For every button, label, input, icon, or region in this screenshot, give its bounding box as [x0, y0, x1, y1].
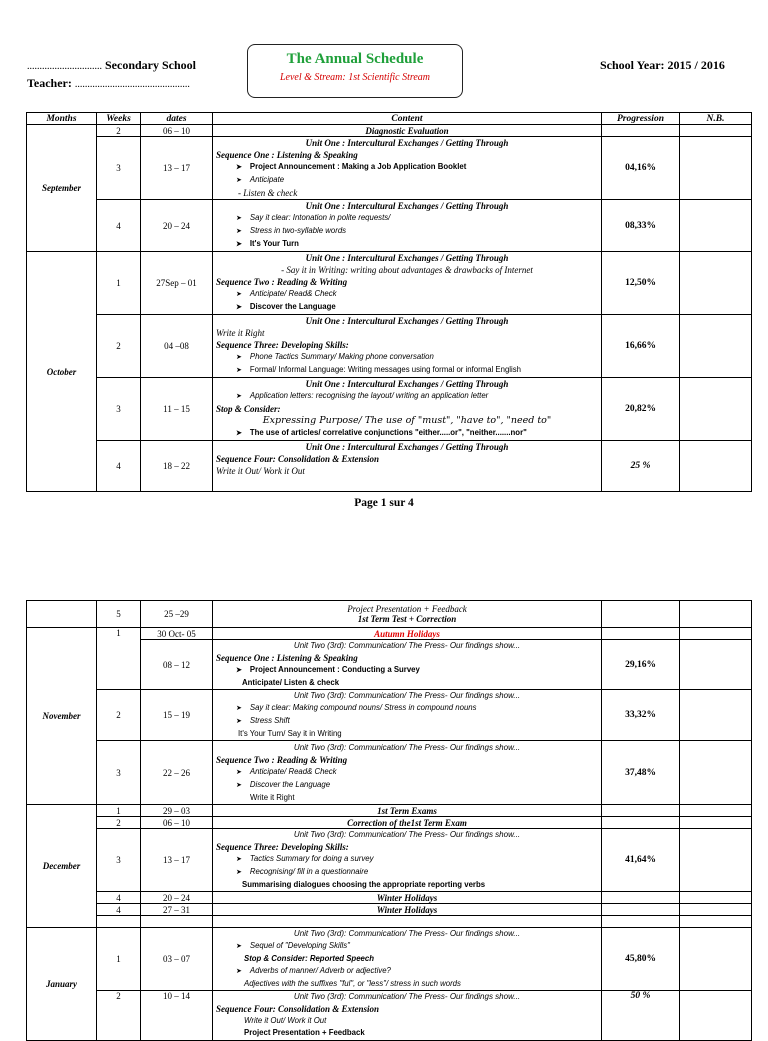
- content-line: 1st Term Test + Correction: [357, 614, 457, 624]
- dates-cell: 03 – 07: [141, 928, 213, 991]
- bullet-item: ➤ Stress in two-syllable words: [216, 225, 598, 238]
- unit-title: Unit Two (3rd): Communication/ The Press- Our findings show...: [293, 742, 521, 752]
- table-row: [27, 892, 752, 904]
- content-line: Project Presentation + Feedback: [244, 1028, 365, 1037]
- sub-item: - Listen & check: [238, 188, 298, 198]
- col-dates: dates: [141, 113, 213, 125]
- col-nb: N.B.: [680, 113, 752, 125]
- level-stream: Level & Stream: 1st Scientific Stream: [279, 72, 431, 83]
- week-cell: 3: [97, 137, 141, 200]
- content-cell: [213, 640, 602, 690]
- sequence-title: Sequence One : Listening & Speaking: [216, 150, 358, 160]
- week-cell: 2: [97, 817, 141, 829]
- header-left: [27, 57, 196, 93]
- content-line: Expressing Purpose/ The use of "must", "have to", "need to": [262, 415, 552, 426]
- content-cell: [213, 741, 602, 805]
- content-cell: Winter Holidays: [213, 904, 602, 916]
- progression-cell: 37,48%: [602, 741, 680, 805]
- table-header-row: [27, 113, 752, 125]
- dates-cell: 25 –29: [141, 601, 213, 628]
- bullet-item: ➤ It's Your Turn: [216, 238, 598, 251]
- bullet-item: ➤ Anticipate/ Read& Check: [216, 766, 598, 779]
- week-cell: 3: [97, 829, 141, 892]
- content-cell: [213, 315, 602, 378]
- school-year: School Year: 2015 / 2016: [600, 58, 725, 72]
- sequence-title: Sequence One : Listening & Speaking: [216, 653, 358, 663]
- content-line: Adjectives with the suffixes "ful", or "less"/ stress in such words: [244, 979, 461, 988]
- bullet-item: ➤ Sequel of "Developing Skills": [216, 940, 598, 953]
- content-line: Project Presentation + Feedback: [347, 604, 467, 614]
- progression-cell: [602, 628, 680, 640]
- nb-cell: [680, 628, 752, 640]
- bullet-item: ➤ Tactics Summary for doing a survey: [216, 853, 598, 866]
- dates-cell: 22 – 26: [141, 741, 213, 805]
- bullet-item: ➤ Discover the Language: [216, 301, 598, 314]
- unit-title: Unit One : Intercultural Exchanges / Getting Through: [305, 442, 509, 452]
- week-cell: 1: [97, 252, 141, 315]
- dates-cell: 18 – 22: [141, 441, 213, 492]
- dates-cell: 15 – 19: [141, 690, 213, 741]
- col-months: Months: [27, 113, 97, 125]
- nb-cell: [680, 991, 752, 1041]
- table-row: [27, 928, 752, 991]
- sequence-title: Sequence Three: Developing Skills:: [216, 842, 349, 852]
- nb-cell: [680, 805, 752, 817]
- progression-cell: [602, 892, 680, 904]
- table-row: [27, 378, 752, 441]
- sequence-title: Sequence Two : Reading & Writing: [216, 277, 348, 287]
- table-row: [27, 829, 752, 892]
- content-line: Stop & Consider: Reported Speech: [244, 954, 374, 963]
- progression-cell: 29,16%: [602, 640, 680, 690]
- content-cell: [213, 690, 602, 741]
- progression-cell: [602, 601, 680, 628]
- table-row: [27, 125, 752, 137]
- sequence-title: Sequence Four: Consolidation & Extension: [216, 1004, 380, 1014]
- progression-cell: [602, 125, 680, 137]
- month-cell: November: [27, 628, 97, 805]
- progression-cell: [602, 817, 680, 829]
- title-box: [247, 44, 463, 98]
- table-row: [27, 690, 752, 741]
- week-cell: 1: [97, 805, 141, 817]
- dates-cell: 13 – 17: [141, 829, 213, 892]
- dates-cell: 11 – 15: [141, 378, 213, 441]
- dates-cell: 06 – 10: [141, 125, 213, 137]
- month-cell: [27, 601, 97, 628]
- content-cell: [213, 928, 602, 991]
- empty-cell: [141, 916, 213, 928]
- progression-cell: 16,66%: [602, 315, 680, 378]
- empty-cell: [680, 916, 752, 928]
- week-cell: 4: [97, 892, 141, 904]
- bullet-item: ➤ Adverbs of manner/ Adverb or adjective?: [216, 965, 598, 978]
- table-row: [27, 200, 752, 252]
- table-row: [27, 137, 752, 200]
- content-cell: Diagnostic Evaluation: [213, 125, 602, 137]
- table-row: [27, 315, 752, 378]
- bullet-item: ➤ Recognising/ fill in a questionnaire: [216, 866, 598, 879]
- nb-cell: [680, 315, 752, 378]
- week-cell: 2: [97, 991, 141, 1041]
- week-cell: 5: [97, 601, 141, 628]
- unit-title: Unit Two (3rd): Communication/ The Press- Our findings show...: [293, 830, 521, 839]
- week-cell: 3: [97, 378, 141, 441]
- empty-cell: [213, 916, 602, 928]
- table-row: [27, 805, 752, 817]
- school-dots: ..............................: [27, 61, 102, 72]
- content-line: - Say it in Writing: writing about advantages & drawbacks of Internet: [281, 265, 533, 275]
- unit-title: Unit Two (3rd): Communication/ The Press- Our findings show...: [293, 641, 521, 650]
- progression-cell: 08,33%: [602, 200, 680, 252]
- content-cell: Winter Holidays: [213, 892, 602, 904]
- progression-cell: 50 %: [602, 991, 680, 1041]
- content-line: It's Your Turn/ Say it in Writing: [238, 729, 342, 738]
- bullet-item: ➤ Formal/ Informal Language: Writing messages using formal or informal English: [216, 364, 598, 377]
- unit-title: Unit One : Intercultural Exchanges / Getting Through: [305, 316, 509, 326]
- dates-cell: 08 – 12: [141, 640, 213, 690]
- content-line: Summarising dialogues choosing the appropriate reporting verbs: [242, 880, 486, 889]
- nb-cell: [680, 378, 752, 441]
- sequence-title: Sequence Four: Consolidation & Extension: [216, 454, 380, 464]
- content-line: Write it Out/ Work it Out: [244, 1016, 327, 1025]
- content-cell: [213, 829, 602, 892]
- week-cell: 2: [97, 125, 141, 137]
- bullet-item: ➤ Project Announcement : Making a Job Application Booklet: [216, 161, 598, 174]
- progression-cell: [602, 904, 680, 916]
- progression-cell: 04,16%: [602, 137, 680, 200]
- week-cell: 2: [97, 690, 141, 741]
- week-cell: 3: [97, 741, 141, 805]
- table-row: [27, 991, 752, 1041]
- document-title: The Annual Schedule: [286, 51, 424, 67]
- nb-cell: [680, 640, 752, 690]
- bullet-item: ➤ Project Announcement : Conducting a Survey: [216, 664, 598, 677]
- bullet-item: ➤ Stress Shift: [216, 715, 598, 728]
- table-row: [27, 741, 752, 805]
- week-cell: 4: [97, 904, 141, 916]
- content-line: Write it Out/ Work it Out: [216, 466, 305, 476]
- table-row: [27, 601, 752, 628]
- schedule-table-page2: [26, 600, 752, 1041]
- content-cell: [213, 200, 602, 252]
- content-cell: [213, 991, 602, 1041]
- content-cell: [213, 378, 602, 441]
- unit-title: Unit One : Intercultural Exchanges / Getting Through: [305, 379, 509, 389]
- content-line: Write it Right: [250, 792, 295, 802]
- col-content: Content: [213, 113, 602, 125]
- bullet-item: ➤ The use of articles/ correlative conjunctions "either.....or", "neither.......nor": [216, 427, 598, 440]
- bullet-item: ➤ Anticipate/ Read& Check: [216, 288, 598, 301]
- teacher-label: Teacher:: [27, 76, 72, 90]
- nb-cell: [680, 252, 752, 315]
- schedule-table-page1: [26, 112, 752, 492]
- holiday-cell: Autumn Holidays: [213, 628, 602, 640]
- dates-cell: 20 – 24: [141, 892, 213, 904]
- teacher-dots: ..............................................: [74, 79, 190, 90]
- page-number: Page 1 sur 4: [354, 497, 414, 509]
- bullet-item: ➤ Say it clear: Making compound nouns/ Stress in compound nouns: [216, 702, 598, 715]
- content-cell: [213, 137, 602, 200]
- nb-cell: [680, 200, 752, 252]
- content-cell: 1st Term Exams: [213, 805, 602, 817]
- unit-title: Unit Two (3rd): Communication/ The Press- Our findings show...: [293, 929, 521, 938]
- dates-cell: 04 –08: [141, 315, 213, 378]
- table-row: [27, 628, 752, 640]
- nb-cell: [680, 137, 752, 200]
- sequence-title: Stop & Consider:: [216, 404, 281, 414]
- month-cell: January: [27, 928, 97, 1041]
- month-cell: September: [27, 125, 97, 252]
- dates-cell: 29 – 03: [141, 805, 213, 817]
- dates-cell: 27 – 31: [141, 904, 213, 916]
- content-line: Anticipate/ Listen & check: [242, 678, 340, 687]
- week-cell: 1: [97, 928, 141, 991]
- progression-cell: 12,50%: [602, 252, 680, 315]
- empty-cell: [97, 916, 141, 928]
- content-cell: Correction of the1st Term Exam: [213, 817, 602, 829]
- nb-cell: [680, 741, 752, 805]
- bullet-item: ➤ Discover the Language: [216, 779, 598, 792]
- school-label: Secondary School: [105, 58, 197, 72]
- unit-title: Unit One : Intercultural Exchanges / Getting Through: [305, 138, 509, 148]
- week-cell: 4: [97, 200, 141, 252]
- table-row: [27, 252, 752, 315]
- dates-cell: 06 – 10: [141, 817, 213, 829]
- progression-cell: 25 %: [602, 441, 680, 492]
- empty-cell: [602, 916, 680, 928]
- content-cell: [213, 441, 602, 492]
- nb-cell: [680, 601, 752, 628]
- nb-cell: [680, 904, 752, 916]
- table-row: [27, 817, 752, 829]
- dates-cell: 20 – 24: [141, 200, 213, 252]
- table-row: [27, 904, 752, 916]
- table-row: [27, 441, 752, 492]
- progression-cell: 20,82%: [602, 378, 680, 441]
- content-line: Write it Right: [216, 328, 265, 338]
- nb-cell: [680, 928, 752, 991]
- progression-cell: [602, 805, 680, 817]
- progression-cell: 33,32%: [602, 690, 680, 741]
- week-cell: 1: [97, 628, 141, 690]
- month-cell: December: [27, 805, 97, 928]
- sequence-title: Sequence Three: Developing Skills:: [216, 340, 349, 350]
- content-cell: [213, 252, 602, 315]
- bullet-item: ➤ Phone Tactics Summary/ Making phone conversation: [216, 351, 598, 364]
- dates-cell: 13 – 17: [141, 137, 213, 200]
- dates-cell: 10 – 14: [141, 991, 213, 1041]
- bullet-item: ➤ Application letters: recognising the layout/ writing an application letter: [216, 390, 598, 403]
- unit-title: Unit Two (3rd): Communication/ The Press- Our findings show...: [293, 691, 521, 700]
- col-progression: Progression: [602, 113, 680, 125]
- unit-title: Unit One : Intercultural Exchanges / Getting Through: [305, 253, 509, 263]
- nb-cell: [680, 441, 752, 492]
- week-cell: 2: [97, 315, 141, 378]
- dates-cell: 30 Oct- 05: [141, 628, 213, 640]
- bullet-item: ➤ Say it clear: Intonation in polite requests/: [216, 212, 598, 225]
- col-weeks: Weeks: [97, 113, 141, 125]
- nb-cell: [680, 892, 752, 904]
- progression-cell: 45,80%: [602, 928, 680, 991]
- content-cell: [213, 601, 602, 628]
- unit-title: Unit Two (3rd): Communication/ The Press- Our findings show...: [293, 992, 521, 1001]
- progression-cell: 41,64%: [602, 829, 680, 892]
- month-cell: October: [27, 252, 97, 492]
- nb-cell: [680, 829, 752, 892]
- dates-cell: 27Sep – 01: [141, 252, 213, 315]
- unit-title: Unit One : Intercultural Exchanges / Getting Through: [305, 201, 509, 211]
- sequence-title: Sequence Two : Reading & Writing: [216, 754, 348, 765]
- table-row: [27, 916, 752, 928]
- nb-cell: [680, 817, 752, 829]
- week-cell: 4: [97, 441, 141, 492]
- bullet-item: ➤ Anticipate: [216, 174, 598, 187]
- nb-cell: [680, 690, 752, 741]
- nb-cell: [680, 125, 752, 137]
